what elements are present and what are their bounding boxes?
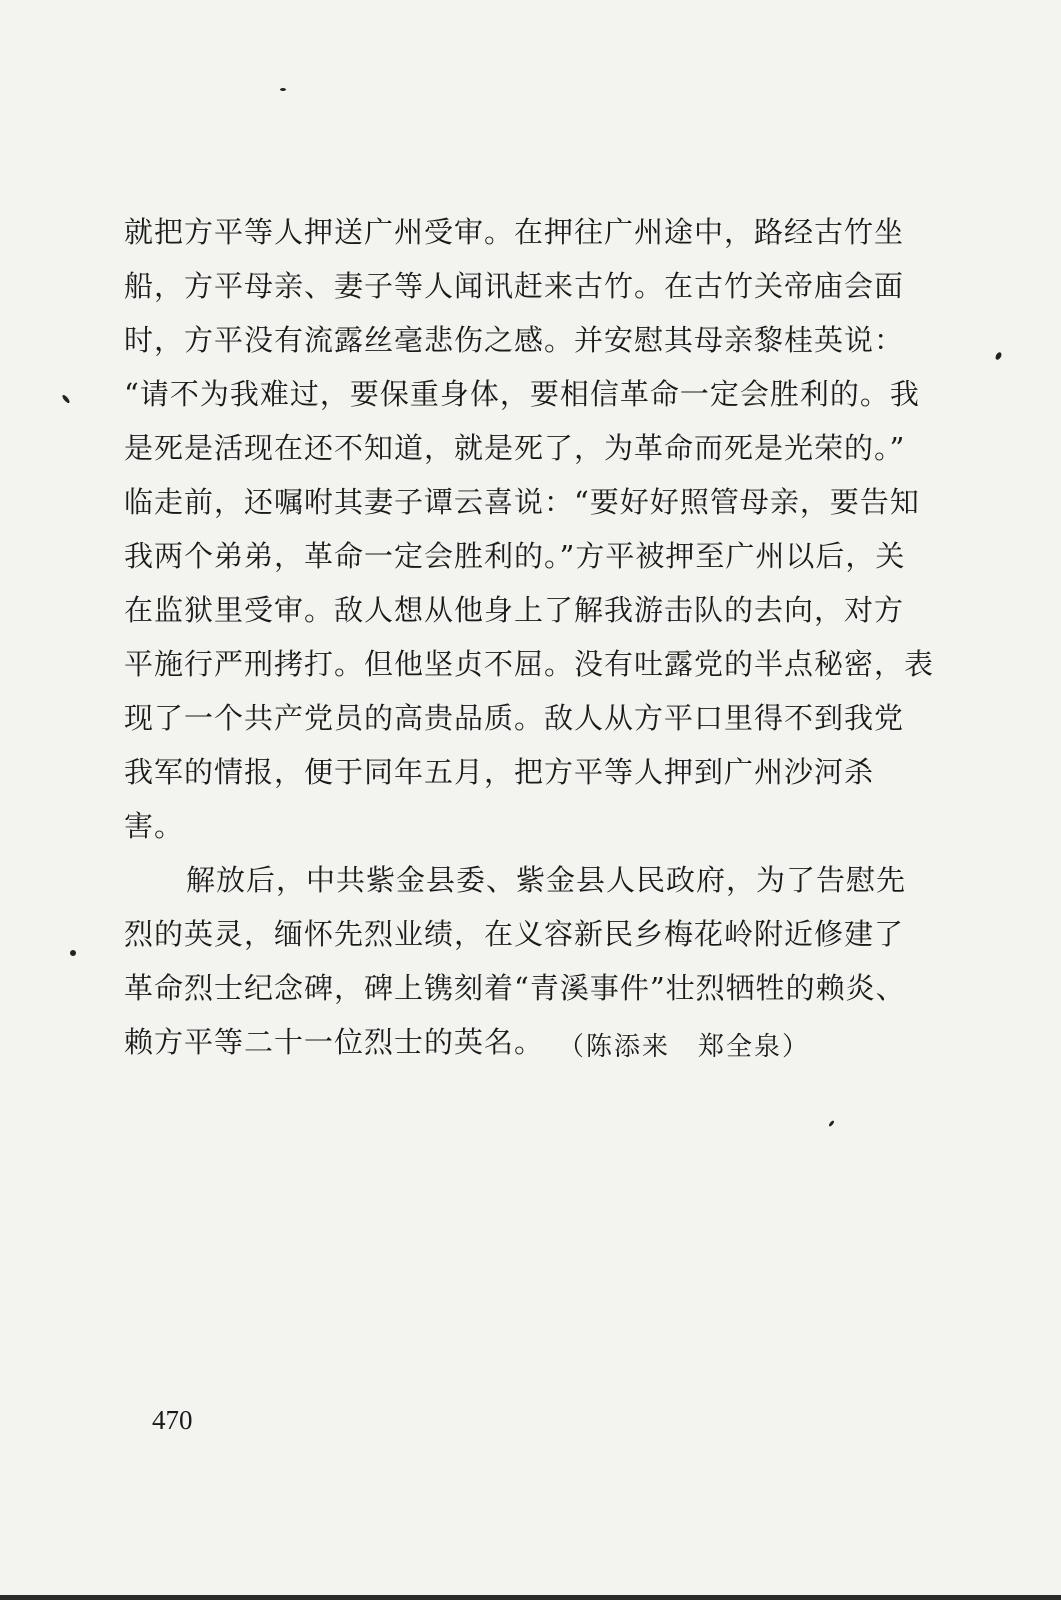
scan-speck [61,394,70,404]
text-line: 临走前，还嘱咐其妻子谭云喜说：“要好好照管母亲，要告知 [124,485,920,519]
scan-speck [994,351,1002,360]
text-line: 革命烈士纪念碑，碑上镌刻着“青溪事件”壮烈牺牲的赖炎、 [124,971,906,1005]
author-credit: （陈添来 郑全泉） [558,1032,811,1062]
text-line: 烈的英灵，缅怀先烈业绩，在义容新民乡梅花岭附近修建了 [124,917,905,951]
text-line: 解放后，中共紫金县委、紫金县人民政府，为了告慰先 [186,863,907,897]
text-line: 时，方平没有流露丝毫悲伤之感。并安慰其母亲黎桂英说： [124,323,905,357]
paragraph [124,205,944,853]
text-line: 是死是活现在还不知道，就是死了，为革命而死是光荣的。” [124,431,906,465]
text-line: 我军的情报，便于同年五月，把方平等人押到广州沙河杀 [124,755,875,789]
text-line: 我两个弟弟，革命一定会胜利的。”方平被押至广州以后，关 [124,539,906,573]
text-line: “请不为我难过，要保重身体，要相信革命一定会胜利的。我 [124,377,920,411]
text-line: 船，方平母亲、妻子等人闻讯赶来古竹。在古竹关帝庙会面 [124,269,905,303]
page-number: 470 [152,1405,193,1435]
text-line: 现了一个共产党员的高贵品质。敌人从方平口里得不到我党 [124,701,905,735]
scan-edge-rule [0,1595,1061,1600]
text-line: 平施行严刑拷打。但他坚贞不屈。没有吐露党的半点秘密，表 [124,647,935,681]
scan-speck [828,1120,835,1127]
scan-speck [70,950,76,956]
text-line: 就把方平等人押送广州受审。在押往广州途中，路经古竹坐 [124,215,905,249]
text-line: 害。 [124,809,185,843]
text-line: 在监狱里受审。敌人想从他身上了解我游击队的去向，对方 [124,593,905,627]
scan-speck [280,88,286,91]
body-text [124,205,944,1069]
text-line: 赖方平等二十一位烈士的英名。 [124,1025,545,1059]
paragraph [124,853,944,1069]
